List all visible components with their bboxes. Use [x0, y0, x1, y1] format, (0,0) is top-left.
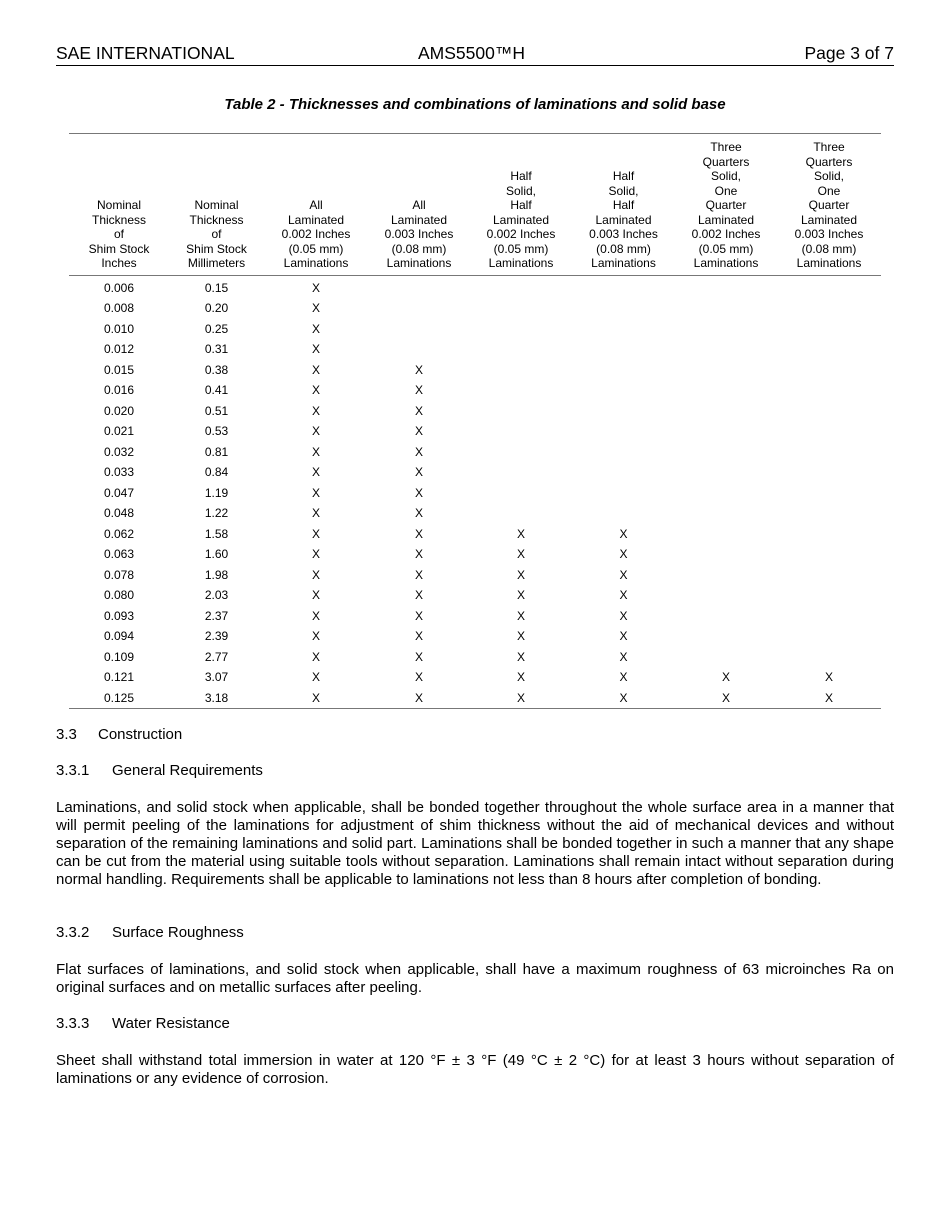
column-header-line: Solid,	[505, 183, 537, 198]
header-page-number: Page 3 of 7	[804, 43, 894, 63]
section-title: Construction	[98, 726, 183, 743]
availability-cell: X	[264, 688, 368, 709]
availability-cell	[777, 462, 881, 483]
availability-cell: X	[414, 588, 423, 602]
availability-cell	[675, 606, 777, 627]
section-number: 3.3.2	[56, 924, 90, 941]
thickness-mm-cell: 0.31	[204, 342, 229, 356]
availability-cell	[777, 339, 881, 360]
availability-cell	[777, 401, 881, 422]
column-header-line: Solid,	[710, 169, 742, 183]
availability-cell	[572, 483, 675, 504]
availability-cell	[368, 319, 470, 340]
availability-cell: X	[516, 649, 525, 664]
column-header	[777, 134, 881, 276]
column-header	[169, 134, 264, 276]
availability-cell	[675, 442, 777, 463]
availability-cell: X	[619, 588, 628, 602]
availability-cell	[777, 483, 881, 504]
column-header-line: Laminations	[796, 256, 862, 270]
availability-cell	[675, 380, 777, 401]
availability-cell	[777, 626, 881, 647]
table-row	[69, 544, 881, 565]
thickness-inches-cell: 0.093	[103, 608, 135, 623]
availability-cell	[777, 565, 881, 586]
thickness-inches-cell: 0.047	[103, 485, 135, 500]
table-row	[69, 319, 881, 340]
header-organization: SAE INTERNATIONAL	[56, 43, 235, 63]
thickness-inches-cell: 0.094	[103, 629, 135, 643]
thickness-inches-cell: 0.021	[103, 424, 135, 438]
column-header-line: Quarters	[702, 154, 750, 169]
availability-cell: X	[414, 567, 423, 582]
thickness-inches-cell: 0.032	[103, 444, 135, 459]
availability-cell: X	[414, 547, 423, 561]
availability-cell	[470, 421, 572, 442]
column-header-line: 0.003 Inches	[384, 227, 454, 241]
availability-cell	[675, 401, 777, 422]
availability-cell: X	[311, 342, 320, 356]
availability-cell: X	[470, 688, 572, 709]
column-header-line: Half	[612, 169, 635, 183]
column-header	[675, 134, 777, 276]
thickness-inches-cell: 0.109	[103, 649, 135, 664]
column-header-line: One	[817, 183, 841, 198]
column-header-line: Quarters	[805, 154, 853, 169]
availability-cell	[572, 401, 675, 422]
column-header-line: Millimeters	[187, 256, 246, 270]
availability-cell	[777, 442, 881, 463]
availability-cell: X	[311, 383, 320, 397]
column-header-line: (0.05 mm)	[698, 241, 754, 256]
thickness-mm-cell: 2.03	[204, 588, 229, 602]
column-header-line: Solid,	[813, 169, 845, 183]
page-header	[56, 43, 894, 66]
table-row	[69, 462, 881, 483]
availability-cell	[675, 524, 777, 545]
availability-cell	[470, 380, 572, 401]
thickness-inches-cell: 0.006	[103, 280, 135, 295]
column-header-line: (0.08 mm)	[391, 241, 447, 256]
availability-cell: X	[619, 649, 628, 664]
column-header-line: Quarter	[808, 198, 850, 212]
availability-cell: X	[311, 526, 320, 541]
availability-cell	[572, 503, 675, 524]
thickness-mm-cell: 0.20	[204, 301, 229, 315]
availability-cell	[470, 339, 572, 360]
column-header-line: 0.003 Inches	[589, 227, 658, 241]
thickness-mm-cell: 0.51	[204, 403, 229, 418]
availability-cell: X	[414, 444, 423, 459]
section-number: 3.3	[56, 726, 77, 743]
thickness-mm-cell: 1.98	[204, 567, 229, 582]
availability-cell	[777, 647, 881, 668]
table-row	[69, 688, 881, 709]
availability-cell	[777, 585, 881, 606]
availability-cell: X	[311, 362, 320, 377]
thickness-mm-cell: 3.07	[204, 670, 229, 684]
column-header	[470, 134, 572, 276]
availability-cell: X	[619, 629, 628, 643]
surface-roughness-paragraph: Flat surfaces of laminations, and solid stock when applicable, shall have a maximum roughness of 63 microinches Ra on original surfaces and on metallic surfaces after peeling.	[56, 961, 894, 996]
availability-cell: X	[619, 547, 628, 561]
header-document-id: AMS5500™H	[418, 43, 525, 63]
availability-cell: X	[311, 465, 320, 479]
column-header-line: Laminations	[386, 256, 452, 270]
availability-cell	[470, 462, 572, 483]
availability-cell	[470, 401, 572, 422]
column-header-line: Thickness	[189, 212, 244, 227]
section-title: Water Resistance	[112, 1015, 230, 1032]
column-header-line: Inches	[101, 256, 137, 270]
availability-cell: X	[414, 465, 423, 479]
column-header-line: Half	[510, 198, 532, 212]
availability-cell	[470, 298, 572, 319]
thickness-inches-cell: 0.010	[103, 321, 135, 336]
availability-cell	[572, 319, 675, 340]
availability-cell: X	[414, 403, 423, 418]
availability-cell: X	[311, 608, 320, 623]
thickness-inches-cell: 0.121	[103, 670, 135, 684]
availability-cell: X	[414, 362, 423, 377]
availability-cell	[572, 380, 675, 401]
thickness-inches-cell: 0.062	[103, 526, 135, 541]
availability-cell	[675, 319, 777, 340]
availability-cell	[368, 339, 470, 360]
availability-cell: X	[311, 649, 320, 664]
availability-cell: X	[414, 526, 423, 541]
table-row	[69, 421, 881, 442]
availability-cell	[675, 483, 777, 504]
column-header-line: All	[309, 198, 323, 212]
availability-cell: X	[311, 280, 320, 295]
table-row	[69, 360, 881, 381]
availability-cell: X	[414, 629, 423, 643]
availability-cell: X	[516, 567, 525, 582]
availability-cell: X	[414, 608, 423, 623]
column-header-line: Laminations	[591, 256, 656, 270]
column-header-line: Nominal	[96, 198, 141, 212]
availability-cell: X	[311, 321, 320, 336]
availability-cell: X	[619, 670, 628, 684]
availability-cell	[777, 544, 881, 565]
thickness-mm-cell: 0.53	[204, 424, 229, 438]
availability-cell	[675, 462, 777, 483]
availability-cell: X	[311, 444, 320, 459]
column-header-line: Thickness	[91, 212, 147, 227]
availability-cell: X	[414, 485, 423, 500]
availability-cell	[675, 503, 777, 524]
thickness-inches-cell: 0.016	[103, 383, 135, 397]
availability-cell	[777, 298, 881, 319]
table-row	[69, 339, 881, 360]
availability-cell	[777, 606, 881, 627]
thickness-inches-cell: 0.063	[103, 547, 135, 561]
table-row	[69, 585, 881, 606]
table-row	[69, 647, 881, 668]
table-row	[69, 442, 881, 463]
thickness-mm-cell: 0.25	[204, 321, 229, 336]
table-row	[69, 483, 881, 504]
availability-cell	[777, 360, 881, 381]
thickness-inches-cell: 0.015	[103, 362, 135, 377]
availability-cell: X	[675, 688, 777, 709]
availability-cell: X	[311, 424, 320, 438]
availability-cell: X	[414, 506, 423, 520]
column-header-line: Laminated	[492, 212, 550, 227]
section-number: 3.3.1	[56, 762, 90, 779]
availability-cell	[675, 298, 777, 319]
thickness-mm-cell: 0.15	[204, 280, 229, 295]
availability-cell	[572, 275, 675, 298]
availability-cell: X	[311, 485, 320, 500]
availability-cell	[470, 275, 572, 298]
availability-cell	[572, 298, 675, 319]
column-header-line: (0.08 mm)	[596, 241, 651, 256]
availability-cell	[675, 626, 777, 647]
availability-cell	[777, 319, 881, 340]
availability-cell: X	[619, 608, 628, 623]
availability-cell: X	[516, 588, 525, 602]
column-header-line: Half	[510, 169, 532, 183]
availability-cell	[675, 339, 777, 360]
thickness-mm-cell: 0.84	[204, 465, 229, 479]
table-row	[69, 667, 881, 688]
thickness-inches-cell: 0.080	[103, 588, 135, 602]
thickness-mm-cell: 2.77	[204, 649, 229, 664]
availability-cell: X	[516, 526, 525, 541]
thickness-mm-cell: 0.41	[204, 383, 229, 397]
column-header-line: Laminated	[287, 212, 345, 227]
availability-cell	[675, 565, 777, 586]
table-row	[69, 380, 881, 401]
section-3-3-3-heading	[56, 1015, 230, 1033]
section-number: 3.3.3	[56, 1015, 90, 1032]
thickness-mm-cell: 2.37	[204, 608, 229, 623]
column-header-line: of	[113, 227, 124, 241]
availability-cell	[777, 503, 881, 524]
column-header-line: Laminations	[283, 256, 349, 270]
section-3-3-2-heading	[56, 924, 244, 942]
column-header-line: 0.003 Inches	[794, 227, 864, 241]
availability-cell	[470, 360, 572, 381]
availability-cell: X	[777, 688, 881, 709]
availability-cell: X	[311, 403, 320, 418]
availability-cell: X	[311, 588, 320, 602]
column-header-line: Laminated	[697, 212, 755, 227]
section-title: General Requirements	[112, 762, 263, 779]
availability-cell: X	[516, 547, 525, 561]
availability-cell	[777, 275, 881, 298]
thickness-mm-cell: 1.58	[204, 526, 229, 541]
table-row	[69, 524, 881, 545]
column-header-line: Laminated	[390, 212, 448, 227]
availability-cell	[572, 442, 675, 463]
column-header-line: Shim Stock	[88, 241, 150, 256]
thickness-inches-cell: 0.012	[103, 342, 135, 356]
column-header-line: Three	[813, 140, 845, 154]
availability-cell	[572, 339, 675, 360]
availability-cell	[470, 503, 572, 524]
availability-cell: X	[368, 688, 470, 709]
table-row	[69, 626, 881, 647]
availability-cell: X	[311, 301, 320, 315]
thickness-inches-cell: 0.078	[103, 567, 135, 582]
availability-cell: X	[311, 567, 320, 582]
column-header-line: Laminations	[488, 256, 554, 270]
column-header-line: Quarter	[705, 198, 747, 212]
thickness-mm-cell: 1.60	[204, 547, 229, 561]
availability-cell: X	[311, 506, 320, 520]
availability-cell: X	[516, 608, 525, 623]
availability-cell	[368, 275, 470, 298]
column-header-line: Shim Stock	[186, 241, 247, 256]
thickness-mm-cell: 0.38	[204, 362, 229, 377]
column-header	[368, 134, 470, 276]
table-row	[69, 401, 881, 422]
column-header-line: Laminations	[693, 256, 759, 270]
table-row	[69, 503, 881, 524]
availability-cell	[777, 380, 881, 401]
column-header	[572, 134, 675, 276]
availability-cell	[368, 298, 470, 319]
availability-cell	[572, 421, 675, 442]
availability-cell	[470, 319, 572, 340]
column-header-line: 0.002 Inches	[691, 227, 761, 241]
availability-cell	[675, 275, 777, 298]
availability-cell: X	[414, 649, 423, 664]
thickness-inches-cell: 0.008	[103, 301, 135, 315]
availability-cell: X	[414, 383, 423, 397]
thickness-inches-cell: 0.020	[103, 403, 135, 418]
section-title: Surface Roughness	[112, 924, 244, 941]
section-3-3-1-heading	[56, 762, 263, 780]
column-header-line: Laminated	[800, 212, 858, 227]
availability-cell: X	[516, 629, 525, 643]
column-header-line: 0.002 Inches	[486, 227, 556, 241]
thickness-inches-cell: 0.048	[103, 506, 135, 520]
column-header-line: (0.08 mm)	[801, 241, 857, 256]
thickness-mm-cell: 2.39	[204, 629, 229, 643]
availability-cell	[572, 360, 675, 381]
availability-cell: X	[619, 526, 628, 541]
column-header-line: (0.05 mm)	[288, 241, 344, 256]
thickness-mm-cell: 1.22	[204, 506, 229, 520]
column-header-line: Half	[612, 198, 635, 212]
availability-cell	[572, 462, 675, 483]
water-resistance-paragraph: Sheet shall withstand total immersion in water at 120 °F ± 3 °F (49 °C ± 2 °C) for at least 3 hours without separation of laminations or any evidence of corrosion.	[56, 1052, 894, 1087]
availability-cell: X	[824, 670, 833, 684]
column-header-line: All	[412, 198, 426, 212]
availability-cell: X	[516, 670, 525, 684]
column-header-line: Laminated	[595, 212, 652, 227]
table-row	[69, 565, 881, 586]
column-header-line: Three	[710, 140, 742, 154]
availability-cell	[470, 483, 572, 504]
column-header-line: of	[211, 227, 222, 241]
column-header-line: (0.05 mm)	[493, 241, 549, 256]
general-requirements-paragraph: Laminations, and solid stock when applicable, shall be bonded together throughout the whole surface area in a manner that will permit peeling of the laminations for adjustment of shim thickness without the aid of mechanical devices and without separation of the remaining laminations and solid part. Laminations shall be bonded together in such a manner that any shape can be cut from the material using suitable tools without separation. Laminations shall remain intact without separation during normal handling. Requirements shall be applicable to laminations not less than 8 hours after completion of bonding.	[56, 799, 894, 888]
column-header-line: Nominal	[194, 198, 239, 212]
table-row	[69, 606, 881, 627]
thickness-mm-cell: 0.81	[204, 444, 229, 459]
availability-cell: X	[311, 547, 320, 561]
thickness-table	[69, 133, 881, 709]
availability-cell	[675, 421, 777, 442]
availability-cell	[777, 524, 881, 545]
table-body	[69, 275, 881, 709]
availability-cell: X	[414, 424, 423, 438]
availability-cell: X	[619, 567, 628, 582]
availability-cell	[675, 585, 777, 606]
availability-cell	[470, 442, 572, 463]
availability-cell: X	[721, 670, 730, 684]
thickness-inches-cell: 0.033	[103, 465, 135, 479]
availability-cell	[675, 647, 777, 668]
availability-cell: X	[414, 670, 423, 684]
column-header-line: One	[714, 183, 738, 198]
thickness-mm-cell: 3.18	[169, 688, 264, 709]
availability-cell	[675, 360, 777, 381]
table-title: Table 2 - Thicknesses and combinations of laminations and solid base	[224, 96, 726, 113]
thickness-mm-cell: 1.19	[204, 485, 229, 500]
column-header	[264, 134, 368, 276]
column-header-line: Solid,	[608, 183, 639, 198]
availability-cell: X	[311, 670, 320, 684]
availability-cell	[777, 421, 881, 442]
table-header-row	[69, 134, 881, 276]
availability-cell: X	[311, 629, 320, 643]
column-header-line: 0.002 Inches	[281, 227, 351, 241]
thickness-inches-cell: 0.125	[69, 688, 169, 709]
availability-cell: X	[572, 688, 675, 709]
table-row	[69, 275, 881, 298]
availability-cell	[675, 544, 777, 565]
table-row	[69, 298, 881, 319]
column-header	[69, 134, 169, 276]
section-3-3-heading	[56, 726, 182, 744]
